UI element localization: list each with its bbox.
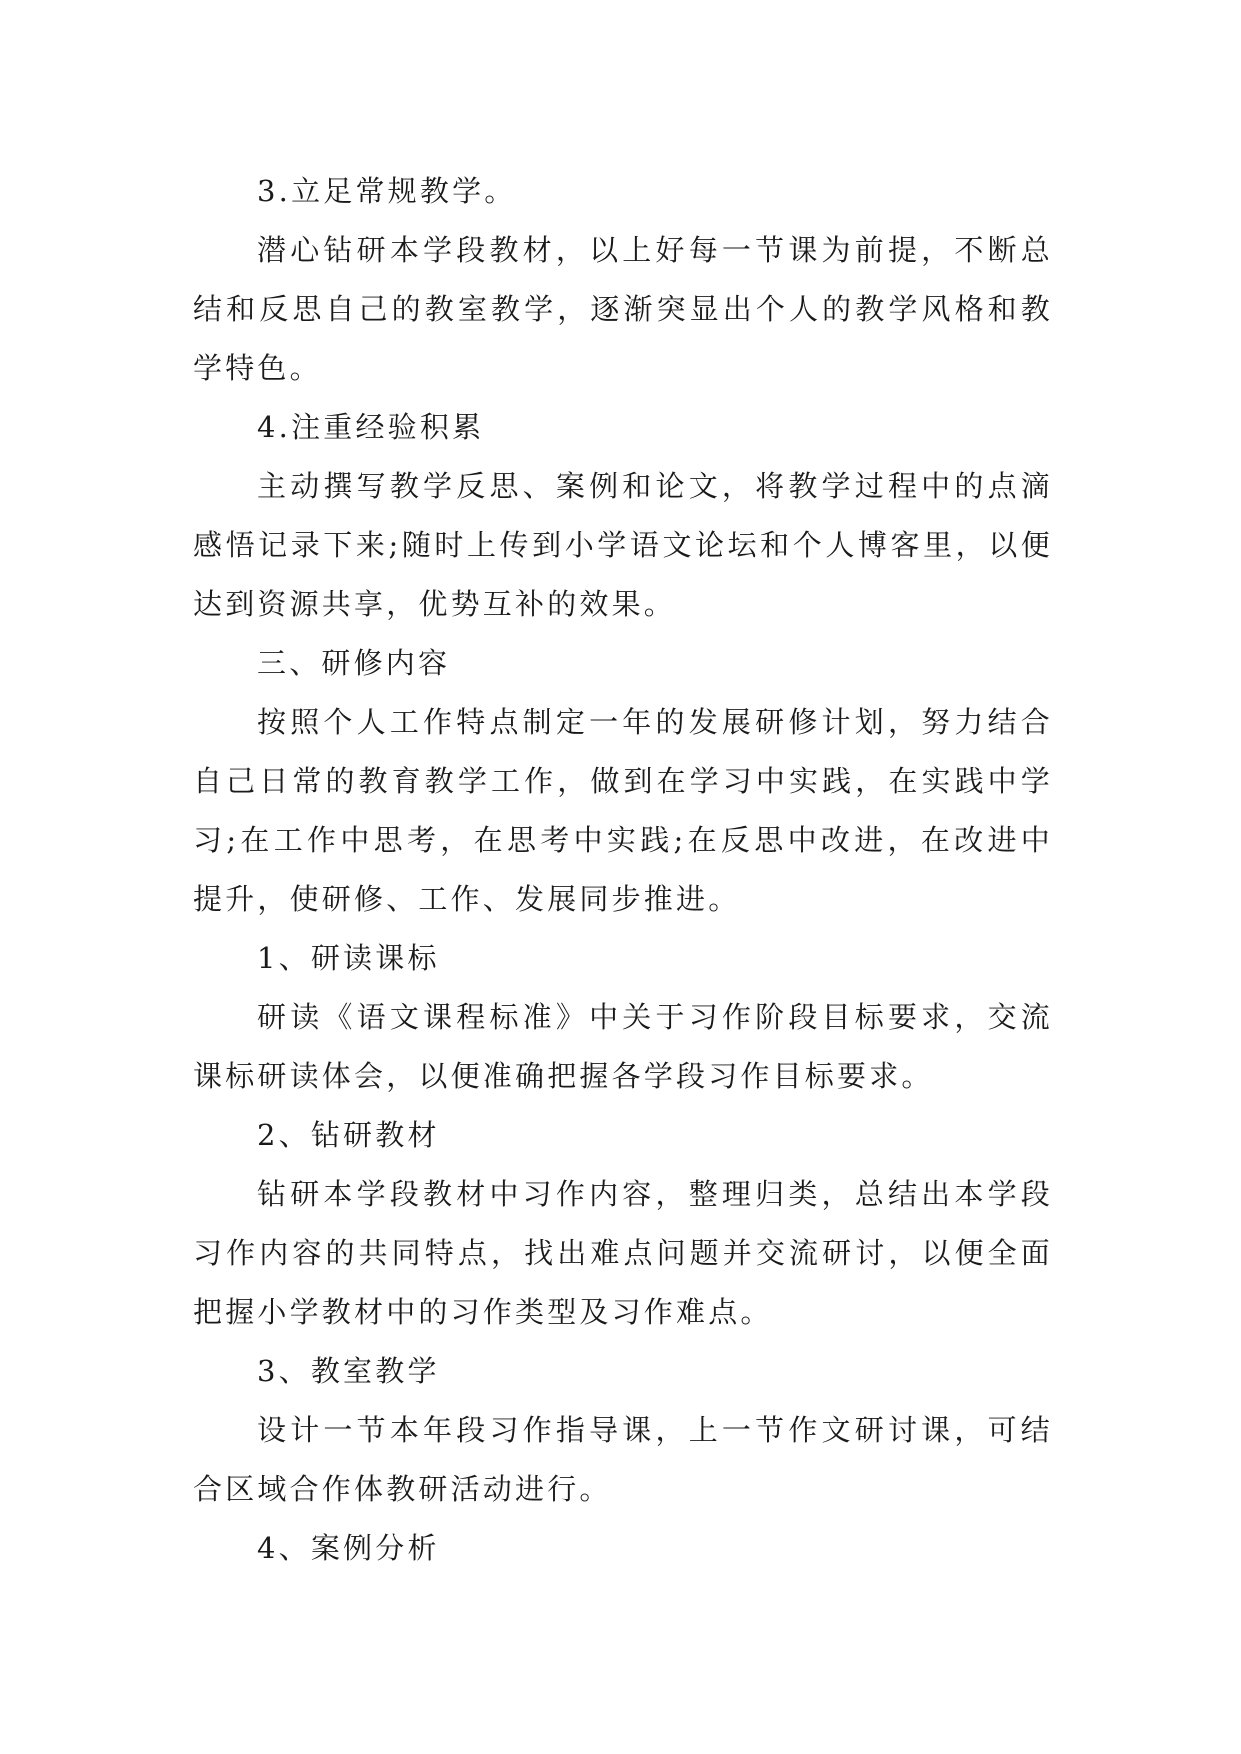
body-paragraph: 设计一节本年段习作指导课，上一节作文研讨课，可结合区域合作体教研活动进行。 — [193, 1413, 1053, 1506]
section-heading: 4、案例分析 — [257, 1531, 440, 1565]
section-heading: 2、钻研教材 — [257, 1118, 440, 1152]
section-heading: 3、教室教学 — [257, 1354, 440, 1388]
body-paragraph: 钻研本学段教材中习作内容，整理归类，总结出本学段习作内容的共同特点，找出难点问题并交流研讨，以便全面把握小学教材中的习作类型及习作难点。 — [193, 1177, 1053, 1329]
document-body — [193, 162, 1053, 1578]
body-paragraph: 主动撰写教学反思、案例和论文，将教学过程中的点滴感悟记录下来;随时上传到小学语文论坛和个人博客里，以便达到资源共享，优势互补的效果。 — [193, 469, 1053, 621]
body-paragraph: 潜心钻研本学段教材，以上好每一节课为前提，不断总结和反思自己的教室教学，逐渐突显出个人的教学风格和教学特色。 — [193, 233, 1053, 385]
section-heading: 三、研修内容 — [257, 646, 451, 680]
section-heading: 3.立足常规教学。 — [257, 174, 517, 208]
body-paragraph: 按照个人工作特点制定一年的发展研修计划，努力结合自己日常的教育教学工作，做到在学习中实践，在实践中学习;在工作中思考，在思考中实践;在反思中改进，在改进中提升，使研修、工作、发展同步推进。 — [193, 705, 1053, 916]
body-paragraph: 研读《语文课程标准》中关于习作阶段目标要求，交流课标研读体会，以便准确把握各学段习作目标要求。 — [193, 1000, 1053, 1093]
section-heading: 4.注重经验积累 — [257, 410, 485, 444]
section-heading: 1、研读课标 — [257, 941, 440, 975]
